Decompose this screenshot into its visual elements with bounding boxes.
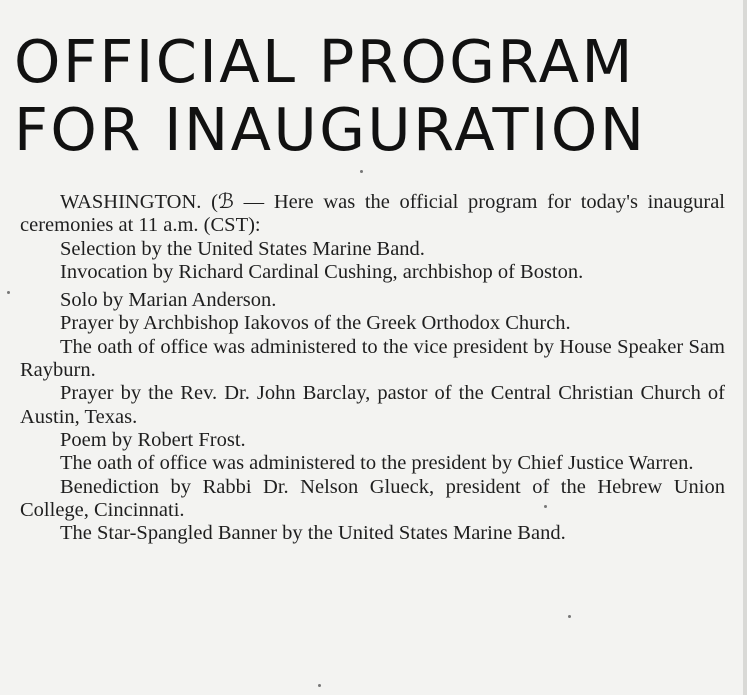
print-speck	[568, 615, 571, 618]
print-speck	[544, 505, 547, 508]
clipping-edge	[743, 0, 747, 695]
paragraph-president-oath: The oath of office was administered to the president by Chief Justice Warren.	[60, 452, 694, 475]
article-body	[20, 191, 725, 545]
headline	[14, 28, 734, 164]
paragraph-star-spangled-banner: The Star-Spangled Banner by the United States Marine Band.	[60, 522, 566, 545]
paragraph-solo: Solo by Marian Anderson.	[60, 289, 277, 312]
paragraph-benediction: Benediction by Rabbi Dr. Nelson Glueck, president of the Hebrew Union College, Cincinnati.	[20, 475, 725, 521]
paragraph-marine-band-selection: Selection by the United States Marine Band.	[60, 237, 425, 260]
headline-line-1: OFFICIAL PROGRAM	[14, 27, 635, 96]
paragraph-prayer-iakovos: Prayer by Archbishop Iakovos of the Greek Orthodox Church.	[60, 312, 571, 335]
print-speck	[318, 684, 321, 687]
paragraph-poem: Poem by Robert Frost.	[60, 428, 246, 451]
paragraph-dateline: WASHINGTON. (ℬ — Here was the official program for today's inaugural ceremonies at 11 a.m. (CST):	[20, 191, 725, 237]
print-speck	[7, 291, 10, 294]
paragraph-prayer-barclay: Prayer by the Rev. Dr. John Barclay, pastor of the Central Christian Church of Austin, Texas.	[20, 382, 725, 428]
print-speck	[360, 170, 363, 173]
headline-line-2: FOR INAUGURATION	[14, 95, 647, 164]
paragraph-vice-president-oath: The oath of office was administered to the vice president by House Speaker Sam Rayburn.	[20, 335, 725, 382]
paragraph-invocation: Invocation by Richard Cardinal Cushing, archbishop of Boston.	[60, 260, 584, 283]
